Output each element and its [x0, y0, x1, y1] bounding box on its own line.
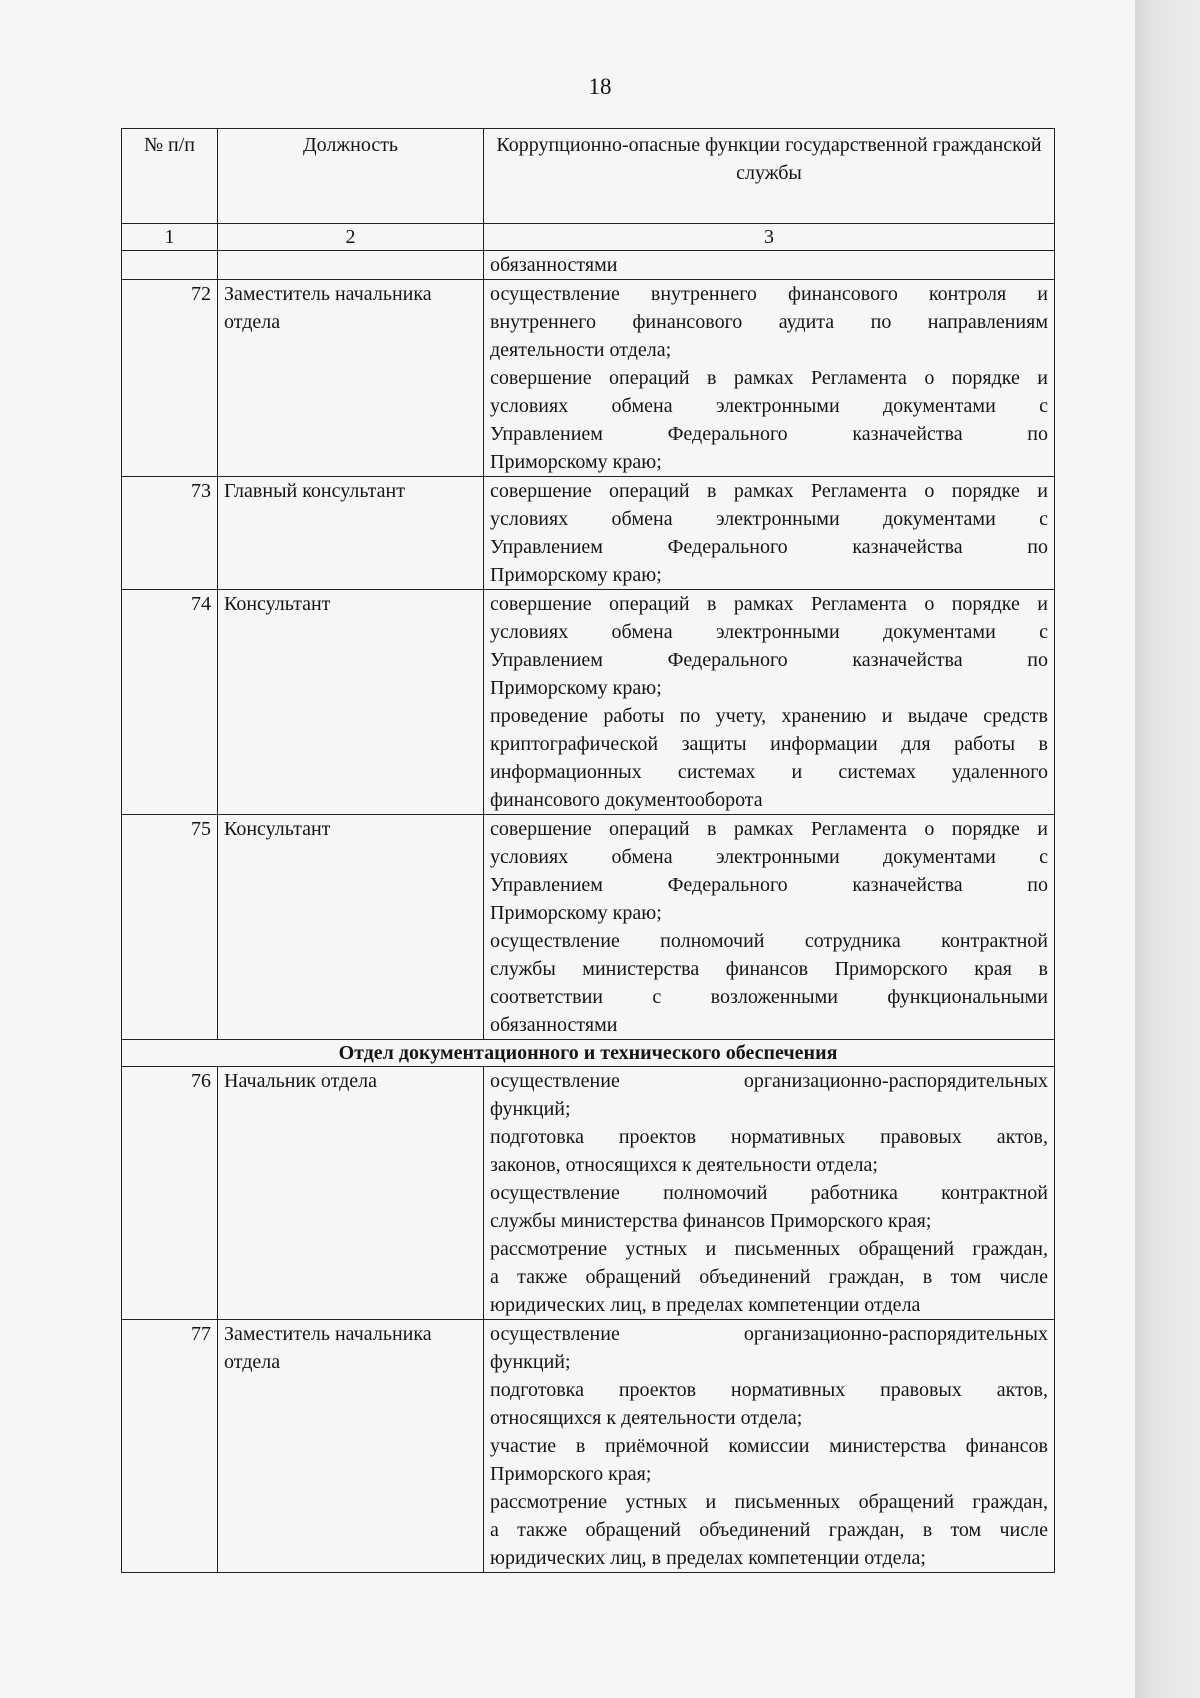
function-line: информационных системах и системах удаленного: [490, 761, 1048, 783]
section-title-row: [122, 1040, 1055, 1067]
function-line: Управлением Федерального казначейства по: [490, 536, 1048, 558]
row-number: 77: [122, 1320, 218, 1573]
function-line: Приморскому краю;: [490, 902, 662, 924]
function-line: финансового документооборота: [490, 789, 763, 811]
function-line: деятельности отдела;: [490, 339, 672, 361]
row-number: 74: [122, 590, 218, 815]
row-position: [218, 251, 484, 280]
function-line: осуществление организационно-распорядительных: [490, 1323, 1048, 1345]
function-line: юридических лиц, в пределах компетенции отдела: [490, 1294, 921, 1316]
function-line: соответствии с возложенными функциональными: [490, 986, 1048, 1008]
function-line: внутреннего финансового аудита по направлениям: [490, 311, 1048, 333]
function-line: подготовка проектов нормативных правовых актов,: [490, 1379, 1048, 1401]
column-number: 3: [484, 224, 1055, 251]
row-functions: [484, 251, 1055, 280]
function-line: службы министерства финансов Приморского края в: [490, 958, 1048, 980]
row-number: 72: [122, 280, 218, 477]
function-line: относящихся к деятельности отдела;: [490, 1407, 803, 1429]
row-functions: [484, 280, 1055, 477]
function-line: службы министерства финансов Приморского края;: [490, 1210, 932, 1232]
function-line: а также обращений объединений граждан, в том числе: [490, 1266, 1048, 1288]
function-line: условиях обмена электронными документами с: [490, 846, 1048, 868]
corruption-functions-table: [121, 128, 1055, 1573]
row-functions: [484, 590, 1055, 815]
function-line: совершение операций в рамках Регламента о порядке и: [490, 818, 1048, 840]
table-row: [122, 590, 1055, 815]
row-number: 73: [122, 477, 218, 590]
column-number: 1: [122, 224, 218, 251]
function-line: совершение операций в рамках Регламента о порядке и: [490, 480, 1048, 502]
function-line: законов, относящихся к деятельности отдела;: [490, 1154, 878, 1176]
row-position: Заместитель начальника отдела: [218, 1320, 484, 1573]
function-line: условиях обмена электронными документами с: [490, 621, 1048, 643]
function-line: участие в приёмочной комиссии министерства финансов: [490, 1435, 1048, 1457]
row-position: Начальник отдела: [218, 1067, 484, 1320]
function-line: криптографической защиты информации для работы в: [490, 733, 1048, 755]
function-line: подготовка проектов нормативных правовых актов,: [490, 1126, 1048, 1148]
row-functions: [484, 815, 1055, 1040]
function-line: осуществление внутреннего финансового контроля и: [490, 283, 1048, 305]
function-line: осуществление полномочий работника контрактной: [490, 1182, 1048, 1204]
function-line: Управлением Федерального казначейства по: [490, 874, 1048, 896]
table-row: [122, 1067, 1055, 1320]
function-line: осуществление полномочий сотрудника контрактной: [490, 930, 1048, 952]
function-line: функций;: [490, 1351, 571, 1373]
function-line: функций;: [490, 1098, 571, 1120]
function-line: Приморскому краю;: [490, 677, 662, 699]
row-functions: [484, 477, 1055, 590]
column-number: 2: [218, 224, 484, 251]
section-title: Отдел документационного и технического обеспечения: [122, 1040, 1055, 1067]
row-number: [122, 251, 218, 280]
function-line: Управлением Федерального казначейства по: [490, 649, 1048, 671]
page-number: 18: [588, 74, 612, 99]
row-position: Консультант: [218, 815, 484, 1040]
function-line: проведение работы по учету, хранению и выдаче средств: [490, 705, 1048, 727]
function-line: рассмотрение устных и письменных обращений граждан,: [490, 1238, 1048, 1260]
row-functions: [484, 1067, 1055, 1320]
row-position: Главный консультант: [218, 477, 484, 590]
function-line: рассмотрение устных и письменных обращений граждан,: [490, 1491, 1048, 1513]
continuation-row: [122, 251, 1055, 280]
row-position: Заместитель начальника отдела: [218, 280, 484, 477]
table-header-row: [122, 129, 1055, 224]
function-line: Приморскому краю;: [490, 564, 662, 586]
function-line: обязанностями: [490, 254, 618, 276]
row-functions: [484, 1320, 1055, 1573]
page-edge-shadow: [1135, 0, 1200, 1698]
function-line: Приморского края;: [490, 1463, 652, 1485]
header-functions: Коррупционно-опасные функции государственной гражданской службы: [484, 129, 1055, 224]
table-row: [122, 815, 1055, 1040]
table-row: [122, 1320, 1055, 1573]
header-number: № п/п: [122, 129, 218, 224]
function-line: Управлением Федерального казначейства по: [490, 423, 1048, 445]
function-line: условиях обмена электронными документами с: [490, 395, 1048, 417]
function-line: юридических лиц, в пределах компетенции отдела;: [490, 1547, 926, 1569]
function-line: совершение операций в рамках Регламента о порядке и: [490, 367, 1048, 389]
column-numbers-row: [122, 224, 1055, 251]
header-position: Должность: [218, 129, 484, 224]
function-line: условиях обмена электронными документами с: [490, 508, 1048, 530]
function-line: обязанностями: [490, 1014, 618, 1036]
function-line: совершение операций в рамках Регламента о порядке и: [490, 593, 1048, 615]
row-number: 76: [122, 1067, 218, 1320]
function-line: Приморскому краю;: [490, 451, 662, 473]
row-position: Консультант: [218, 590, 484, 815]
function-line: осуществление организационно-распорядительных: [490, 1070, 1048, 1092]
function-line: а также обращений объединений граждан, в том числе: [490, 1519, 1048, 1541]
table-row: [122, 477, 1055, 590]
table-row: [122, 280, 1055, 477]
row-number: 75: [122, 815, 218, 1040]
